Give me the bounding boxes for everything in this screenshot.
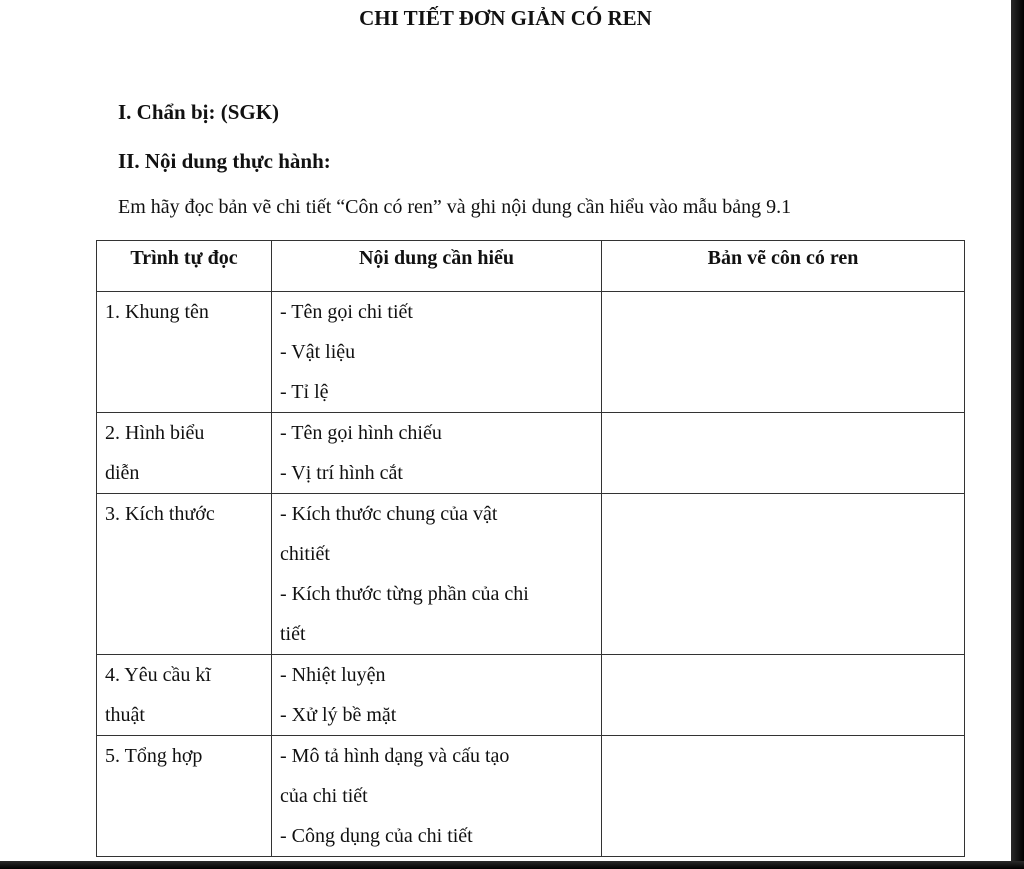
content-line: - Kích thước chung của vật xyxy=(280,503,498,525)
step-cell xyxy=(97,292,272,413)
header-content: Nội dung cần hiểu xyxy=(272,241,602,292)
drawing-cell[interactable] xyxy=(602,292,965,413)
content-line: - Công dụng của chi tiết xyxy=(280,825,473,847)
drawing-cell[interactable] xyxy=(602,655,965,736)
content-cell xyxy=(272,292,602,413)
content-line: của chi tiết xyxy=(280,785,368,807)
step-cell xyxy=(97,655,272,736)
content-line: - Kích thước từng phần của chi xyxy=(280,583,529,605)
step-text: thuật xyxy=(105,704,145,726)
content-cell xyxy=(272,655,602,736)
content-line: - Vị trí hình cắt xyxy=(280,462,403,484)
header-reading-order: Trình tự đọc xyxy=(97,241,272,292)
instruction-text: Em hãy đọc bản vẽ chi tiết “Côn có ren” và ghi nội dung cần hiểu vào mẫu bảng 9.1 xyxy=(118,196,792,218)
step-cell xyxy=(97,736,272,857)
content-cell xyxy=(272,736,602,857)
content-line: - Vật liệu xyxy=(280,341,356,363)
content-cell xyxy=(272,413,602,494)
page-shadow-right xyxy=(1011,0,1024,869)
section-heading-preparation: I. Chẩn bị: (SGK) xyxy=(118,100,280,124)
section-heading-practice: II. Nội dung thực hành: xyxy=(118,149,331,173)
page-title: CHI TIẾT ĐƠN GIẢN CÓ REN xyxy=(359,6,652,30)
header-drawing: Bản vẽ côn có ren xyxy=(602,241,965,292)
content-line: chitiết xyxy=(280,543,330,565)
step-text: 1. Khung tên xyxy=(105,301,209,323)
step-text: 2. Hình biểu xyxy=(105,422,205,444)
content-line: tiết xyxy=(280,623,306,645)
content-cell xyxy=(272,494,602,655)
content-line: - Tên gọi chi tiết xyxy=(280,301,413,323)
table-row xyxy=(97,413,965,494)
content-line: - Xử lý bề mặt xyxy=(280,704,397,726)
step-text: diễn xyxy=(105,462,140,484)
content-line: - Mô tả hình dạng và cấu tạo xyxy=(280,745,510,767)
content-line: - Tỉ lệ xyxy=(280,381,329,403)
reading-table xyxy=(96,240,965,857)
page-shadow-bottom xyxy=(0,861,1024,869)
table-row xyxy=(97,736,965,857)
drawing-cell[interactable] xyxy=(602,413,965,494)
content-line: - Tên gọi hình chiếu xyxy=(280,422,442,444)
step-cell xyxy=(97,494,272,655)
step-text: 4. Yêu cầu kĩ xyxy=(105,664,211,686)
step-text: 3. Kích thước xyxy=(105,503,215,525)
step-cell xyxy=(97,413,272,494)
drawing-cell[interactable] xyxy=(602,494,965,655)
table-row xyxy=(97,292,965,413)
content-line: - Nhiệt luyện xyxy=(280,664,386,686)
drawing-cell[interactable] xyxy=(602,736,965,857)
table-header-row xyxy=(97,241,965,292)
step-text: 5. Tổng hợp xyxy=(105,745,203,767)
table-row xyxy=(97,494,965,655)
table-row xyxy=(97,655,965,736)
